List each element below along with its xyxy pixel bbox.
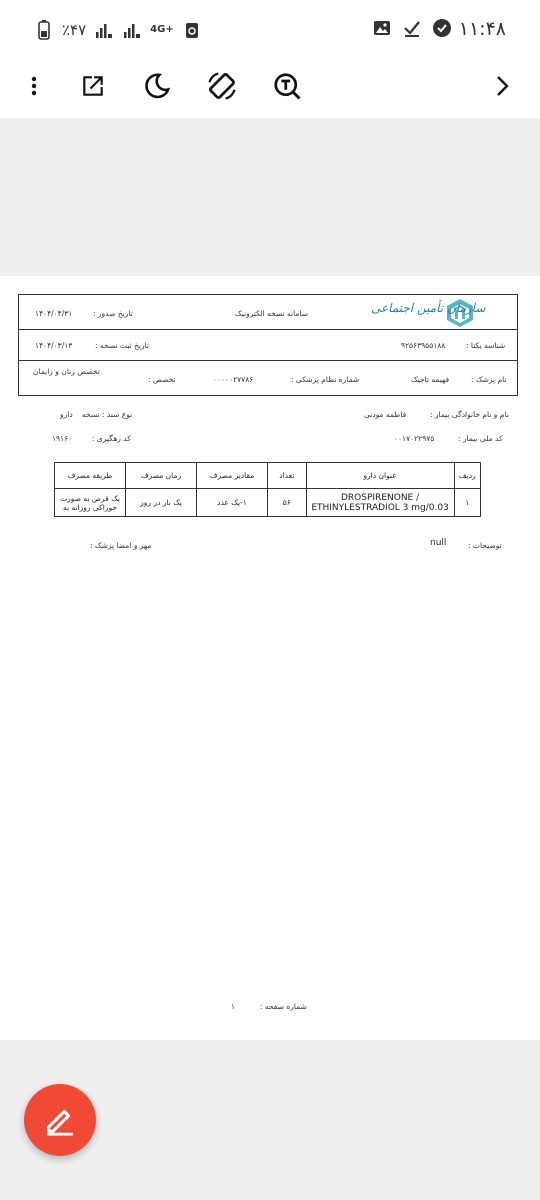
doctor-label: نام پزشک : [471, 375, 507, 384]
cell-row: ۱ [454, 489, 480, 517]
cell-time: یک بار در روز [126, 489, 197, 517]
header-row-2 [19, 330, 517, 361]
battery-percent: ٪۴۷ [62, 21, 87, 39]
specialty-label: تخصص : [148, 375, 176, 384]
th-drug: عنوان دارو [306, 463, 454, 489]
document-page [0, 276, 540, 1040]
more-vert-icon [22, 74, 46, 98]
page-number: ۱ [231, 1002, 236, 1011]
table-row [55, 489, 481, 517]
battery-icon [34, 20, 54, 40]
th-count: تعداد [268, 463, 307, 489]
system-name: سامانه نسخه الکترونیک [235, 309, 308, 318]
med-council-no: ۰۰۰۰۰۲۷۷۸۶ [213, 375, 254, 384]
th-dosage: مقادیر مصرف [197, 463, 268, 489]
prescription-table [54, 462, 481, 517]
notes-value: null [430, 538, 447, 548]
th-time: زمان مصرف [126, 463, 197, 489]
shield-check-icon [432, 18, 452, 38]
night-mode-icon [143, 72, 171, 100]
issue-date: ۱۴۰۴/۰۴/۳۱ [35, 309, 73, 318]
page-label: شماره صفحه : [260, 1002, 307, 1011]
text-search-button[interactable] [267, 66, 307, 106]
open-external-icon [80, 73, 106, 99]
pdf-toolbar [0, 60, 540, 118]
header-row-3 [19, 361, 517, 396]
rotate-button[interactable] [202, 66, 242, 106]
doctor-name: فهیمه تاجیک [411, 375, 450, 384]
next-button[interactable] [482, 66, 522, 106]
national-id-label: کد ملی بیمار : [458, 434, 503, 443]
reg-date: ۱۴۰۴/۰۳/۱۳ [35, 341, 73, 350]
text-search-icon [272, 71, 302, 101]
th-row: ردیف [454, 463, 480, 489]
more-options-button[interactable] [14, 66, 54, 106]
th-method: طریقه مصرف [55, 463, 126, 489]
cell-drug: DROSPIRENONE / ETHINYLESTRADIOL 3 mg/0.03 [306, 489, 454, 517]
night-mode-button[interactable] [137, 66, 177, 106]
signal-icon [94, 20, 114, 40]
patient-label: نام و نام خانوادگی بیمار : [430, 410, 509, 419]
network-type: 4G+ [150, 24, 174, 35]
next-arrow-icon [490, 74, 514, 98]
cell-dosage: ۱-یک عدد [197, 489, 268, 517]
med-council-label: شماره نظام پزشکی : [291, 375, 360, 384]
signal-2-icon [122, 20, 142, 40]
unique-id: ۹۲۵۶۳۹۵۵۱۸۸ [401, 341, 446, 350]
issue-date-label: تاریخ صدور : [93, 309, 133, 318]
cell-count: ۵۶ [268, 489, 307, 517]
edit-pencil-icon [43, 1103, 77, 1137]
tracking-code: ۱۹۱۶۰ [52, 434, 73, 443]
national-id: ۰۰۱۷۰۲۲۹۷۵ [394, 434, 435, 443]
edit-fab-button[interactable] [24, 1084, 96, 1156]
status-left [34, 20, 202, 40]
signature-label: مهر و امضا پزشک : [90, 541, 152, 550]
rotate-icon [207, 71, 237, 101]
header-box [18, 294, 518, 396]
notes-label: توضیحات : [468, 541, 502, 550]
recycle-icon [182, 20, 202, 40]
doc-type: دارو [60, 410, 73, 419]
tracking-label: کد رهگیری : [92, 434, 131, 443]
clock: ۱۱:۴۸ [458, 18, 506, 40]
reg-date-label: تاریخ ثبت نسخه : [95, 341, 149, 350]
specialty: تخصص زنان و زایمان [33, 367, 100, 376]
download-done-icon [402, 18, 422, 38]
status-right-icons [372, 18, 452, 38]
cell-method: یک قرص به صورت خوراکی روزانه به [55, 489, 126, 517]
org-logo-text: سازمان تأمین اجتماعی [371, 301, 486, 315]
table-header-row [55, 463, 481, 489]
unique-id-label: شناسه یکتا : [466, 341, 506, 350]
status-bar [0, 0, 540, 60]
gallery-icon [372, 18, 392, 38]
patient-name: فاطمه مودنی [364, 410, 407, 419]
open-external-button[interactable] [73, 66, 113, 106]
doc-type-label: نوع سند : نسخه [82, 410, 133, 419]
header-row-1 [19, 295, 517, 330]
